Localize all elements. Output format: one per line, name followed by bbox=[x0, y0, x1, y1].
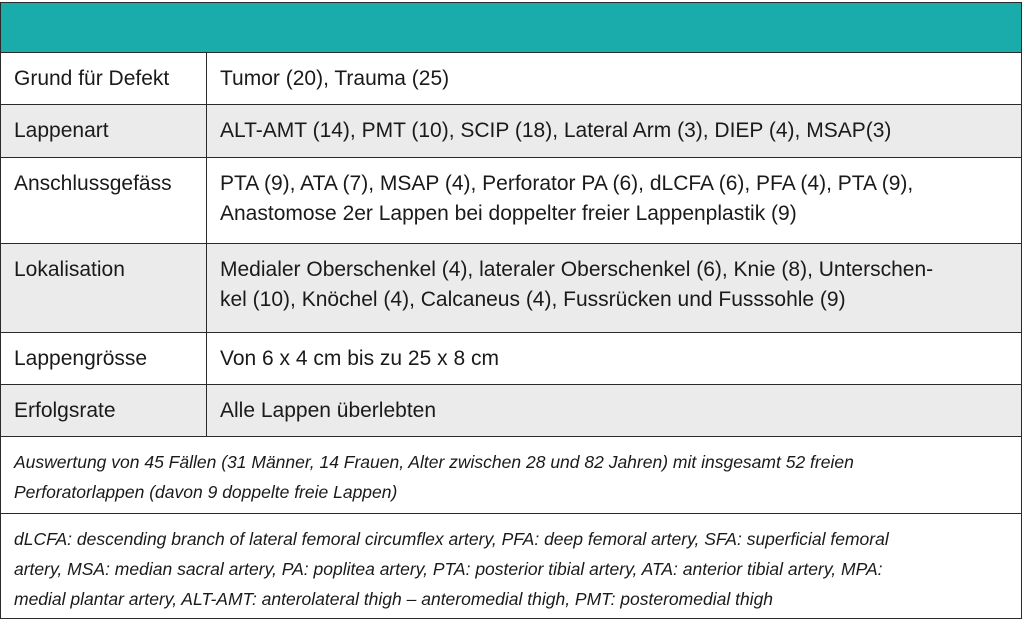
row-value bbox=[207, 244, 1021, 332]
row-value-line: Medialer Oberschenkel (4), lateraler Oberschenkel (6), Knie (8), Unterschen- bbox=[220, 258, 934, 281]
row-value-line: Von 6 x 4 cm bis zu 25 x 8 cm bbox=[220, 347, 499, 370]
row-label: Grund für Defekt bbox=[1, 53, 207, 104]
row-value bbox=[207, 385, 1021, 436]
row-value bbox=[207, 53, 1021, 104]
table-row-vessel bbox=[1, 158, 1021, 244]
row-label: Lappenart bbox=[1, 105, 207, 157]
summary-line: Auswertung von 45 Fällen (31 Männer, 14 Frauen, Alter zwischen 28 und 82 Jahren) mit insgesamt 52 freien bbox=[14, 452, 854, 472]
abbreviation-line: dLCFA: descending branch of lateral femoral circumflex artery, PFA: deep femoral artery, SFA: superficial femoral bbox=[14, 529, 889, 549]
row-value-line: Anastomose 2er Lappen bei doppelter freier Lappenplastik (9) bbox=[220, 202, 797, 225]
table-row-success-rate bbox=[1, 385, 1021, 437]
row-value-line: ALT-AMT (14), PMT (10), SCIP (18), Lateral Arm (3), DIEP (4), MSAP(3) bbox=[220, 119, 892, 142]
abbreviations-note bbox=[1, 514, 1021, 618]
row-label: Erfolgsrate bbox=[1, 385, 207, 436]
row-label: Lappengrösse bbox=[1, 333, 207, 384]
results-table bbox=[0, 2, 1022, 619]
summary-note bbox=[1, 437, 1021, 514]
table-row-defect-reason bbox=[1, 53, 1021, 105]
row-value-line: Tumor (20), Trauma (25) bbox=[220, 67, 450, 90]
abbreviation-line: artery, MSA: median sacral artery, PA: poplitea artery, PTA: posterior tibial artery, ATA: anterior tibial artery, MPA: bbox=[14, 559, 883, 579]
summary-line: Perforatorlappen (davon 9 doppelte freie Lappen) bbox=[14, 482, 398, 502]
row-value bbox=[207, 158, 1021, 243]
row-value-line: PTA (9), ATA (7), MSAP (4), Perforator PA (6), dLCFA (6), PFA (4), PTA (9), bbox=[220, 172, 914, 195]
table-row-flap-type bbox=[1, 105, 1021, 158]
row-label: Lokalisation bbox=[1, 244, 207, 332]
row-value bbox=[207, 105, 1021, 157]
table-row-flap-size bbox=[1, 333, 1021, 385]
abbreviation-line: medial plantar artery, ALT-AMT: anterolateral thigh – anteromedial thigh, PMT: posteromedial thigh bbox=[14, 589, 774, 609]
row-label: Anschlussgefäss bbox=[1, 158, 207, 243]
table-row-localisation bbox=[1, 244, 1021, 333]
row-value bbox=[207, 333, 1021, 384]
table-header-bar bbox=[1, 3, 1021, 53]
row-value-line: kel (10), Knöchel (4), Calcaneus (4), Fussrücken und Fusssohle (9) bbox=[220, 288, 846, 311]
row-value-line: Alle Lappen überlebten bbox=[220, 399, 437, 422]
